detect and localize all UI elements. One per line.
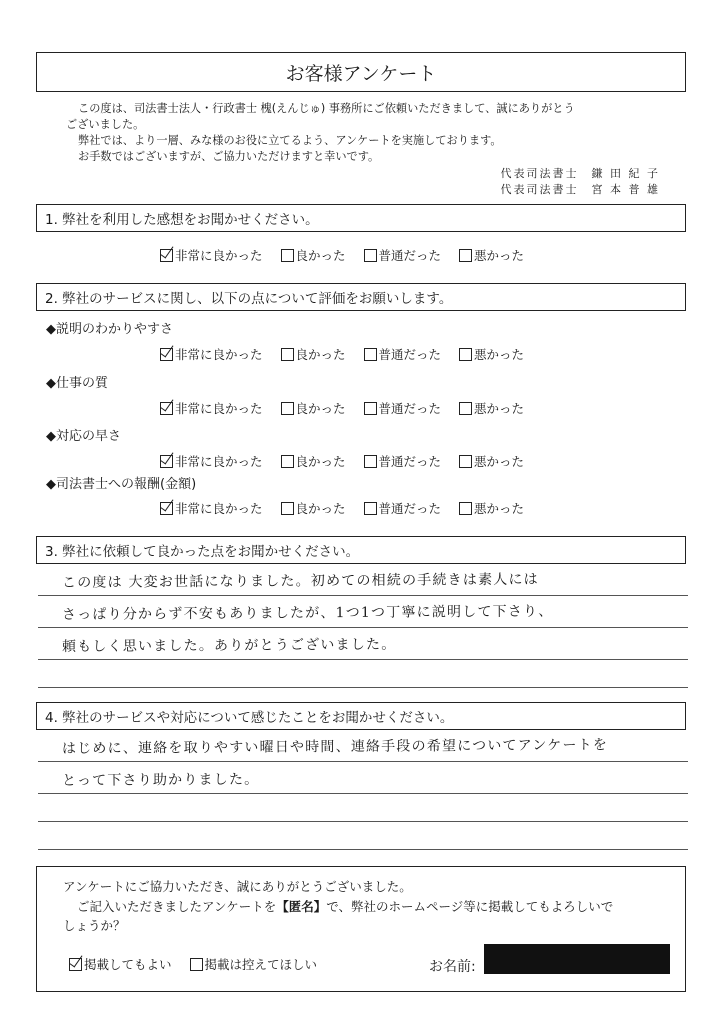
answer-rule	[38, 761, 688, 762]
q2-quality-average[interactable]	[364, 399, 442, 417]
representative-1: 代表司法書士 鎌 田 紀 子	[500, 167, 660, 180]
consent-question-end: しょうか？	[63, 918, 126, 933]
option-label: 普通だった	[378, 248, 442, 263]
option-label: 非常に良かった	[175, 347, 263, 362]
checkbox-checked-icon[interactable]	[160, 402, 173, 415]
option-label: 掲載は控えてほしい	[204, 957, 318, 972]
checkbox-icon[interactable]	[364, 402, 377, 415]
q2-heading	[36, 283, 686, 311]
checkbox-icon[interactable]	[281, 455, 294, 468]
q2-quality-good[interactable]	[281, 399, 346, 417]
checkbox-icon[interactable]	[364, 249, 377, 262]
q1-option-average[interactable]	[364, 246, 442, 264]
q4-heading-text: 4. 弊社のサービスや対応について感じたことをお聞かせください。	[45, 710, 454, 726]
checkbox-checked-icon[interactable]	[69, 958, 82, 971]
checkbox-icon[interactable]	[459, 502, 472, 515]
q2-clarity-options	[160, 345, 542, 363]
q3-answer-line-3: 頼もしく思いました。ありがとうございました。	[61, 636, 397, 655]
consent-yes-option[interactable]	[69, 955, 172, 973]
consent-options	[69, 955, 335, 973]
option-label: 悪かった	[474, 401, 525, 416]
q2-speed-options	[160, 452, 542, 470]
checkbox-icon[interactable]	[459, 455, 472, 468]
checkbox-checked-icon[interactable]	[160, 455, 173, 468]
option-label: 悪かった	[474, 454, 525, 469]
q3-answer-line-2: さっぱり分からず不安もありましたが、1つ1つ丁寧に説明して下さり、	[61, 603, 554, 623]
q4-answer-line-1: はじめに、連絡を取りやすい曜日や時間、連絡手段の希望についてアンケートを	[61, 737, 609, 757]
checkbox-icon[interactable]	[281, 348, 294, 361]
q2-fee-bad[interactable]	[459, 499, 524, 517]
option-label: 良かった	[295, 347, 346, 362]
q1-options	[160, 246, 542, 264]
q2-item-fee: ◆司法書士への報酬(金額)	[46, 477, 197, 492]
thanks-line: アンケートにご協力いただき、誠にありがとうございました。	[63, 879, 412, 894]
intro-line-2: ございました。	[66, 118, 145, 131]
q3-heading-text: 3. 弊社に依頼して良かった点をお聞かせください。	[45, 544, 360, 560]
checkbox-icon[interactable]	[281, 502, 294, 515]
option-label: 掲載してもよい	[84, 957, 172, 972]
name-redaction	[484, 944, 670, 974]
q2-clarity-good[interactable]	[281, 345, 346, 363]
option-label: 良かった	[295, 454, 346, 469]
answer-rule	[38, 849, 688, 850]
answer-rule	[38, 595, 688, 596]
page-title	[36, 52, 686, 92]
anonymous-mark: 【匿名】	[276, 899, 327, 914]
q2-speed-very-good[interactable]	[160, 452, 263, 470]
answer-rule	[38, 821, 688, 822]
answer-rule	[38, 627, 688, 628]
q2-item-quality: ◆仕事の質	[46, 376, 108, 391]
q1-heading	[36, 204, 686, 232]
option-label: 非常に良かった	[175, 401, 263, 416]
q2-speed-average[interactable]	[364, 452, 442, 470]
q4-answer-line-2: とって下さり助かりました。	[61, 771, 260, 789]
checkbox-icon[interactable]	[190, 958, 203, 971]
q2-quality-very-good[interactable]	[160, 399, 263, 417]
q4-heading	[36, 702, 686, 730]
q2-item-clarity: ◆説明のわかりやすさ	[46, 322, 173, 337]
q2-fee-options	[160, 499, 542, 517]
option-label: 悪かった	[474, 347, 525, 362]
checkbox-icon[interactable]	[459, 249, 472, 262]
option-label: 良かった	[295, 248, 346, 263]
checkbox-checked-icon[interactable]	[160, 348, 173, 361]
q2-fee-very-good[interactable]	[160, 499, 263, 517]
name-label: お名前:	[429, 959, 476, 975]
q3-heading	[36, 536, 686, 564]
q2-speed-bad[interactable]	[459, 452, 524, 470]
q2-clarity-very-good[interactable]	[160, 345, 263, 363]
option-label: 良かった	[295, 501, 346, 516]
option-label: 悪かった	[474, 501, 525, 516]
q1-option-good[interactable]	[281, 246, 346, 264]
representative-2: 代表司法書士 宮 本 普 雄	[500, 183, 660, 196]
option-label: 非常に良かった	[175, 454, 263, 469]
q2-quality-options	[160, 399, 542, 417]
q2-fee-good[interactable]	[281, 499, 346, 517]
intro-line-4: お手数ではございますが、ご協力いただけますと幸いです。	[78, 150, 380, 163]
consent-no-option[interactable]	[190, 955, 318, 973]
q2-clarity-bad[interactable]	[459, 345, 524, 363]
intro-line-3: 弊社では、より一層、みな様のお役に立てるよう、アンケートを実施しております。	[78, 134, 502, 147]
answer-rule	[38, 659, 688, 660]
consent-question	[77, 897, 613, 915]
q1-option-very-good[interactable]	[160, 246, 263, 264]
page-title-text: お客様アンケート	[285, 62, 437, 85]
answer-rule	[38, 687, 688, 688]
option-label: 非常に良かった	[175, 501, 263, 516]
consent-question-text-2: で、弊社のホームページ等に掲載してもよろしいで	[326, 899, 614, 914]
checkbox-icon[interactable]	[364, 348, 377, 361]
checkbox-icon[interactable]	[281, 249, 294, 262]
q1-option-bad[interactable]	[459, 246, 524, 264]
checkbox-icon[interactable]	[281, 402, 294, 415]
q2-heading-text: 2. 弊社のサービスに関し、以下の点について評価をお願いします。	[45, 291, 453, 307]
checkbox-icon[interactable]	[459, 402, 472, 415]
q3-answer-line-1: この度は 大変お世話になりました。初めての相続の手続きは素人には	[61, 571, 539, 591]
checkbox-icon[interactable]	[364, 455, 377, 468]
option-label: 普通だった	[378, 347, 442, 362]
option-label: 非常に良かった	[175, 248, 263, 263]
checkbox-checked-icon[interactable]	[160, 249, 173, 262]
option-label: 悪かった	[474, 248, 525, 263]
option-label: 普通だった	[378, 454, 442, 469]
consent-question-text: ご記入いただきましたアンケートを	[77, 899, 277, 914]
checkbox-icon[interactable]	[364, 502, 377, 515]
intro-line-1: この度は、司法書士法人・行政書士 槐(えんじゅ) 事務所にご依頼いただきまして、誠にありがとう	[78, 102, 575, 115]
option-label: 普通だった	[378, 501, 442, 516]
checkbox-checked-icon[interactable]	[160, 502, 173, 515]
checkbox-icon[interactable]	[459, 348, 472, 361]
intro-text	[66, 101, 666, 165]
q2-fee-average[interactable]	[364, 499, 442, 517]
q1-heading-text: 1. 弊社を利用した感想をお聞かせください。	[45, 212, 319, 228]
answer-rule	[38, 793, 688, 794]
q2-quality-bad[interactable]	[459, 399, 524, 417]
q2-clarity-average[interactable]	[364, 345, 442, 363]
option-label: 良かった	[295, 401, 346, 416]
q2-speed-good[interactable]	[281, 452, 346, 470]
q2-item-speed: ◆対応の早さ	[46, 429, 121, 444]
option-label: 普通だった	[378, 401, 442, 416]
